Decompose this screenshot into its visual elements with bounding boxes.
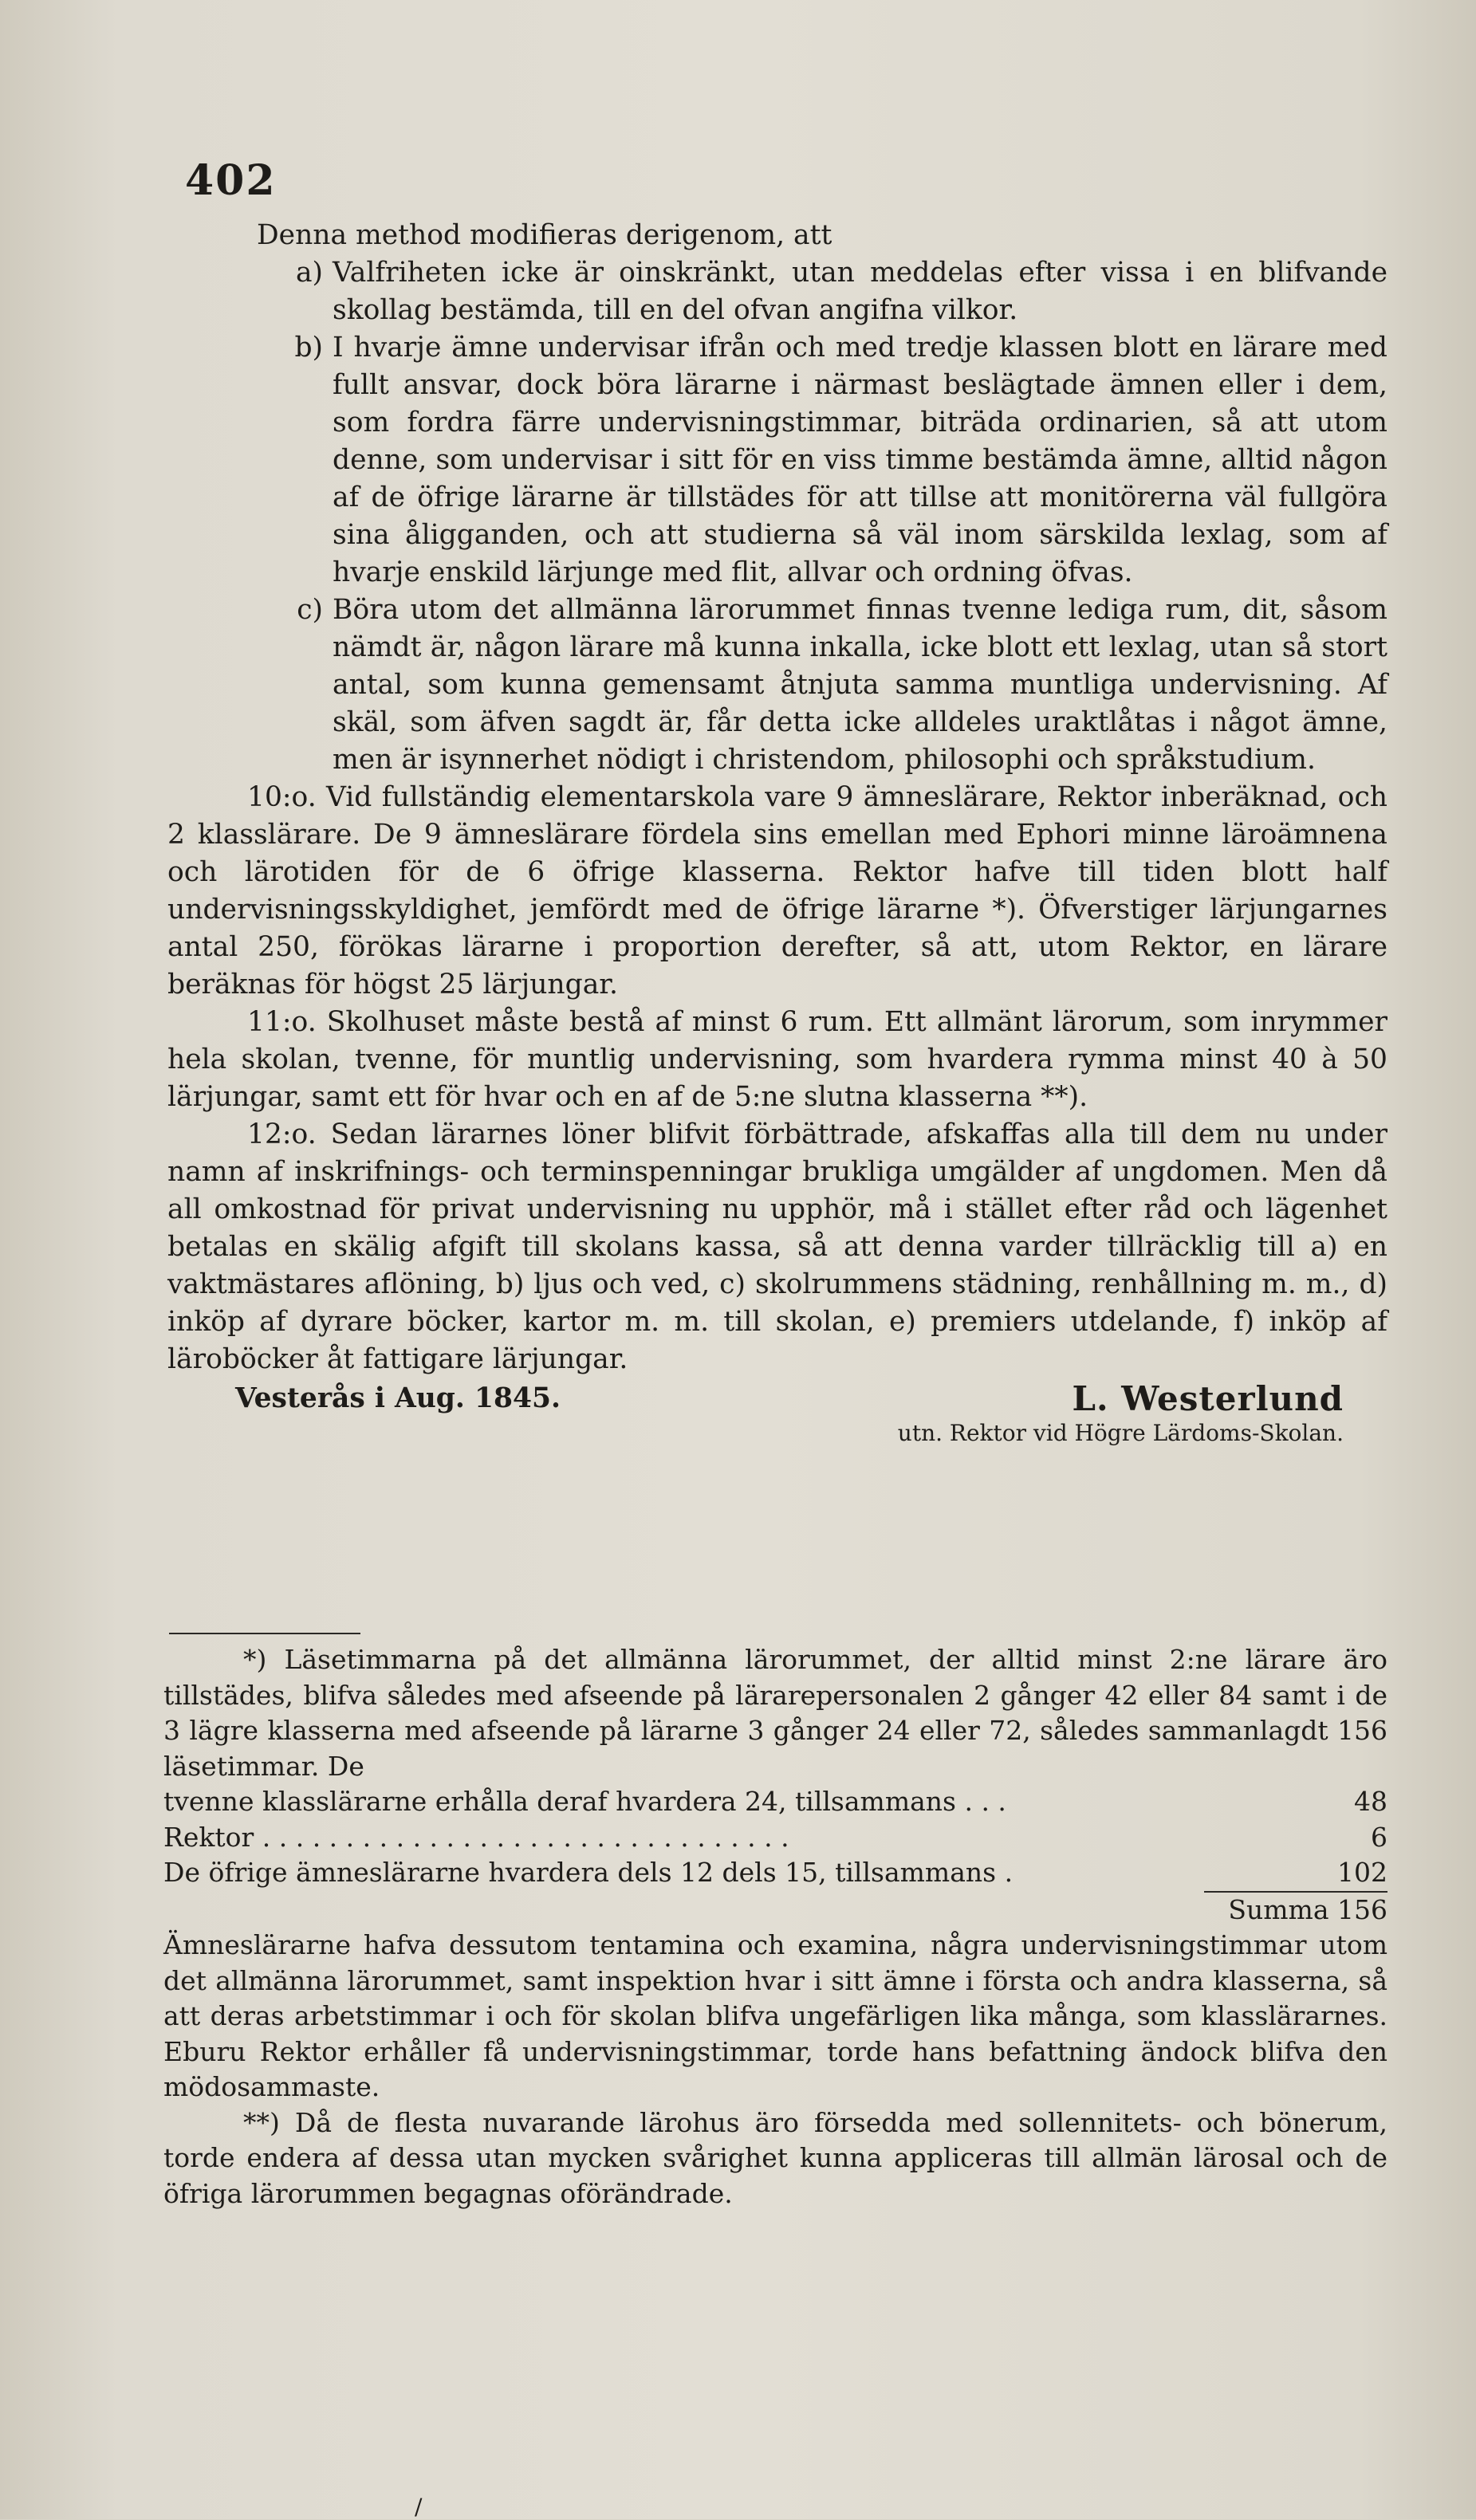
signature-title: utn. Rektor vid Högre Lärdoms-Skolan. <box>897 1420 1344 1446</box>
stray-mark: / <box>415 2494 423 2520</box>
table-row <box>163 1855 1387 1891</box>
footnote-divider <box>169 1633 360 1634</box>
footnote-1-outro: Ämneslärarne hafva dessutom tentamina och examina, några undervisningstimmar utom det allmänna lärorummet, samt inspektion hvar i sitt ämne i första och andra klasserna, så att deras arbetstimmar i och för skolan blifva ungefärligen lika många, som klasslärarnes. Eburu Rektor erhåller få undervisningstimmar, torde hans befattning ändock blifva den mödosammaste. <box>163 1929 1387 2102</box>
list-item-text: Böra utom det allmänna lärorummet finnas tvenne lediga rum, dit, såsom nämdt är, någon lärare må kunna inkalla, icke blott ett lexlag, utan så stort antal, som kunna gemensamt åtnjuta samma muntliga undervisning. Af skäl, som äfven sagdt är, får detta icke alldeles uraktlåtas i något ämne, men är isynnerhet nödigt i christendom, philosophi och språkstudium. <box>333 594 1387 776</box>
list-item-b <box>167 329 1387 592</box>
page-number: 402 <box>185 156 277 205</box>
footnote-1-intro: *) Läsetimmarna på det allmänna lärorummet, der alltid minst 2:ne lärare äro tillstädes, blifva således med afseende på lärarepersonalen 2 gånger 42 eller 84 samt i de 3 lägre klasserna med afseende på lärarne 3 gånger 24 eller 72, således sammanlagdt 156 läsetimmar. De <box>163 1644 1387 1782</box>
table-row <box>163 1784 1387 1820</box>
list-item-letter: a) <box>295 257 323 289</box>
table-row-label: tvenne klasslärarne erhålla deraf hvardera 24, tillsammans . . . <box>163 1786 1006 1817</box>
list-item-letter: c) <box>297 594 323 626</box>
table-row <box>163 1820 1387 1856</box>
signature-place-date: Vesterås i Aug. 1845. <box>235 1382 561 1414</box>
list-item-text: I hvarje ämne undervisar ifrån och med tredje klassen blott en lärare med fullt ansvar, dock böra lärarne i närmast beslägtade ämnen eller i dem, som fordra färre undervisningstimmar, biträda ordinarien, så att utom denne, som undervisar i sitt för en viss timme bestämda ämne, alltid någon af de öfrige lärarne är tillstädes för att tillse att monitörerna väl fullgöra sina åligganden, och att studierna så väl inom särskilda lexlag, som af hvarje enskild lärjunge med flit, allvar och ordning öfvas. <box>333 332 1387 588</box>
signature-row <box>167 1380 1387 1417</box>
list-item-text: Valfriheten icke är oinskränkt, utan meddelas efter vissa i en blifvande skollag bestämda, till en del ofvan angifna vilkor. <box>333 257 1387 326</box>
table-row-label: Rektor . . . . . . . . . . . . . . . . . . . . . . . . . . . . . . . . <box>163 1821 789 1853</box>
paragraph-11: 11:o. Skolhuset måste bestå af minst 6 rum. Ett allmänt lärorum, som inrymmer hela skolan, tvenne, för muntlig undervisning, som hvardera rymma minst 40 à 50 lärjungar, samt ett för hvar och en af de 5:ne slutna klasserna **). <box>167 1006 1387 1113</box>
table-row-value: 48 <box>1354 1786 1387 1817</box>
signature-name: L. Westerlund <box>1072 1379 1344 1418</box>
list-item-a <box>167 254 1387 329</box>
sum-row <box>163 1891 1387 1928</box>
table-row-label: De öfrige ämneslärarne hvardera dels 12 dels 15, tillsammans . <box>163 1857 1014 1888</box>
table-row-value: 6 <box>1371 1821 1387 1853</box>
table-row-value: 102 <box>1337 1857 1387 1888</box>
intro-line: Denna method modifieras derigenom, att <box>257 219 832 251</box>
footnotes <box>163 1642 1387 2211</box>
list-item-letter: b) <box>294 332 323 364</box>
list-item-c <box>167 592 1387 779</box>
footnote-2: **) Då de flesta nuvarande lärohus äro försedda med sollennitets- och bönerum, torde endera af dessa utan mycken svårighet kunna appliceras till allmän lärosal och de öfriga lärorummen begagnas oförändrade. <box>163 2106 1387 2209</box>
paragraph-10: 10:o. Vid fullständig elementarskola vare 9 ämneslärare, Rektor inberäknad, och 2 klasslärare. De 9 ämneslärare fördela sins emellan med Ephori minne läroämnena och lärotiden för de 6 öfrige klasserna. Rektor hafve till tiden blott half undervisningsskyldighet, jemfördt med de öfrige lärarne *). Öfverstiger lärjungarnes antal 250, förökas lärarne i proportion derefter, så att, utom Rektor, en lärare beräknas för högst 25 lärjungar. <box>167 781 1387 1001</box>
sum-label: Summa 156 <box>1204 1891 1387 1928</box>
main-text <box>167 217 1387 1449</box>
paragraph-12: 12:o. Sedan lärarnes löner blifvit förbättrade, afskaffas alla till dem nu under namn af inskrifnings- och terminspenningar brukliga umgälder af ungdomen. Men då all omkostnad för privat undervisning nu upphör, må i stället efter råd och lägenhet betalas en skälig afgift till skolans kassa, så att denna varder tillräcklig till a) en vaktmästares aflöning, b) ljus och ved, c) skolrummens städning, renhållning m. m., d) inköp af dyrare böcker, kartor m. m. till skolan, e) premiers utdelande, f) inköp af läroböcker åt fattigare lärjungar. <box>167 1118 1387 1375</box>
